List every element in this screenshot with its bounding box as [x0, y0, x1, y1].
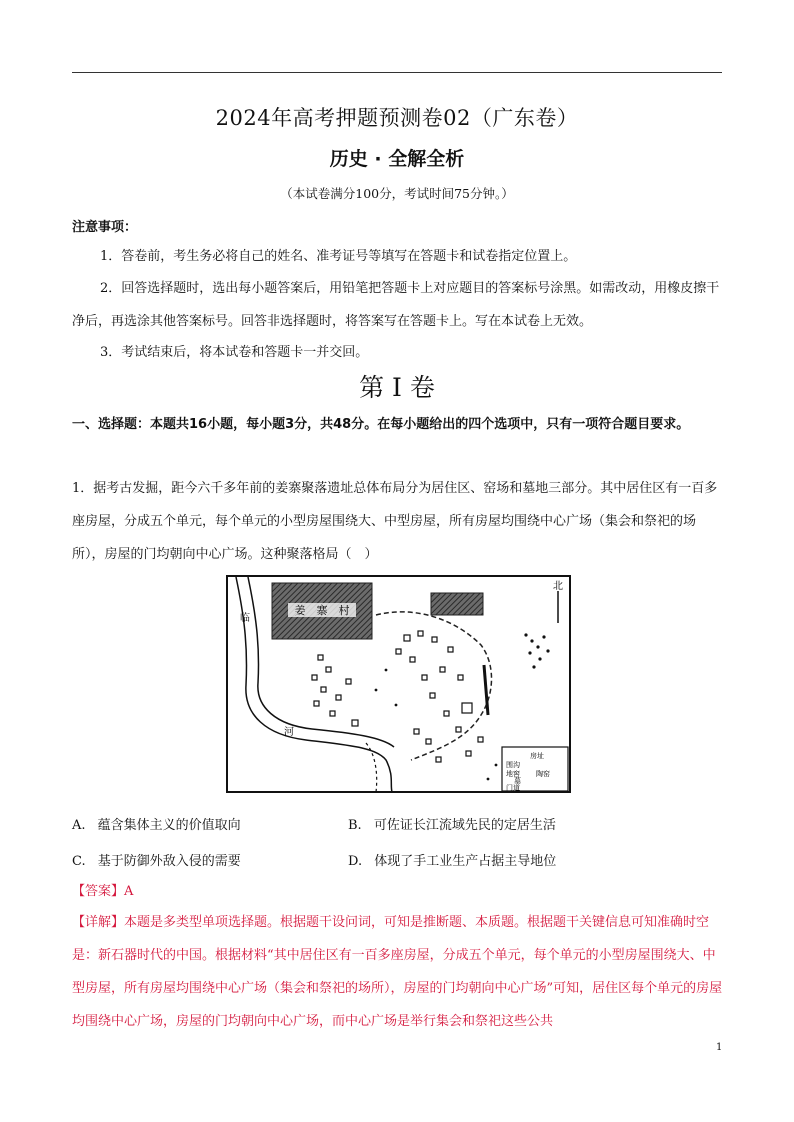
notice-item-1: 1．答卷前，考生务必将自己的姓名、准考证号等填写在答题卡和试卷指定位置上。 — [100, 249, 577, 264]
section-intro: 一、选择题：本题共16小题，每小题3分，共48分。在每小题给出的四个选项中，只有一项符合题目要求。 — [72, 417, 690, 432]
legend-house: 房址 — [530, 752, 544, 760]
option-a-text: 蕴含集体主义的价值取向 — [97, 818, 241, 833]
option-d-text: 体现了手工业生产占据主导地位 — [374, 854, 557, 869]
option-c[interactable] — [72, 850, 241, 869]
detail — [72, 906, 724, 1038]
answer-value: A — [124, 884, 134, 899]
option-d[interactable] — [348, 850, 556, 869]
notice-item-2: 2．回答选择题时，选出每小题答案后，用铅笔把答题卡上对应题目的答案标号涂黑。如需改动，用橡皮擦干净后，再选涂其他答案标号。回答非选择题时，将答案写在答题卡上。写在本试卷上无效。 — [72, 281, 720, 329]
page-subtitle: 历史 · 全解全析 — [329, 148, 465, 170]
option-c-text: 基于防御外敌入侵的需要 — [97, 854, 241, 869]
page-title: 2024年高考押题预测卷02（广东卷） — [215, 106, 579, 130]
question-stem: 1．据考古发掘，距今六千多年前的姜寨聚落遗址总体布局分为居住区、窑场和墓地三部分。其中居住区有一百多座房屋，分成五个单元，每个单元的小型房屋围绕大、中型房屋，所有房屋均围绕中心广场（集会和祭祀的场所），房屋的门均朝向中心广场。这种聚落格局（ ） — [72, 481, 718, 562]
option-a-label: A. — [72, 818, 86, 833]
legend-tomb: 墓 — [514, 777, 521, 785]
legend-cellar: 地窖 — [506, 770, 520, 778]
notice-item-3: 3．考试结束后，将本试卷和答题卡一并交回。 — [100, 345, 369, 360]
option-c-label: C. — [72, 854, 86, 869]
river-label-1: 临 — [240, 613, 250, 624]
answer — [72, 880, 133, 899]
answer-tag: 【答案】 — [72, 884, 125, 899]
exam-note: （本试卷满分100分，考试时间75分钟。） — [280, 186, 514, 201]
legend-kiln: 陶窑 — [536, 770, 550, 778]
north-label: 北 — [553, 581, 563, 592]
option-a[interactable] — [72, 814, 241, 833]
detail-tag: 【详解】 — [72, 915, 125, 930]
header-rule — [72, 72, 722, 73]
option-b-text: 可佐证长江流域先民的定居生活 — [373, 818, 556, 833]
detail-text: 本题是多类型单项选择题。根据题干设问词，可知是推断题、本质题。根据题干关键信息可知准确时空是：新石器时代的中国。根据材料“其中居住区有一百多座房屋，分成五个单元，每个单元的小型房屋围绕大、中型房屋，所有房屋均围绕中心广场（集会和祭祀的场所），房屋的门均朝向中心广场”可知，居住区每个单元的房屋均围绕中心广场，房屋的门均朝向中心广场，而中心广场是举行集会和祭祀这些公共 — [72, 915, 723, 1029]
option-b[interactable] — [348, 814, 556, 833]
part-title: 第 I 卷 — [359, 373, 435, 402]
legend-road: 门道 — [506, 784, 520, 792]
option-d-label: D. — [348, 854, 363, 869]
option-b-label: B. — [348, 818, 362, 833]
legend-ditch: 围沟 — [506, 761, 520, 769]
notice-heading: 注意事项： — [72, 220, 138, 235]
page-number: 1 — [716, 1042, 723, 1053]
jiangzhai-site-map — [226, 575, 571, 793]
village-label: 姜 寨 村 — [294, 604, 350, 617]
small-block — [431, 593, 483, 615]
river-label-2: 河 — [284, 727, 294, 738]
